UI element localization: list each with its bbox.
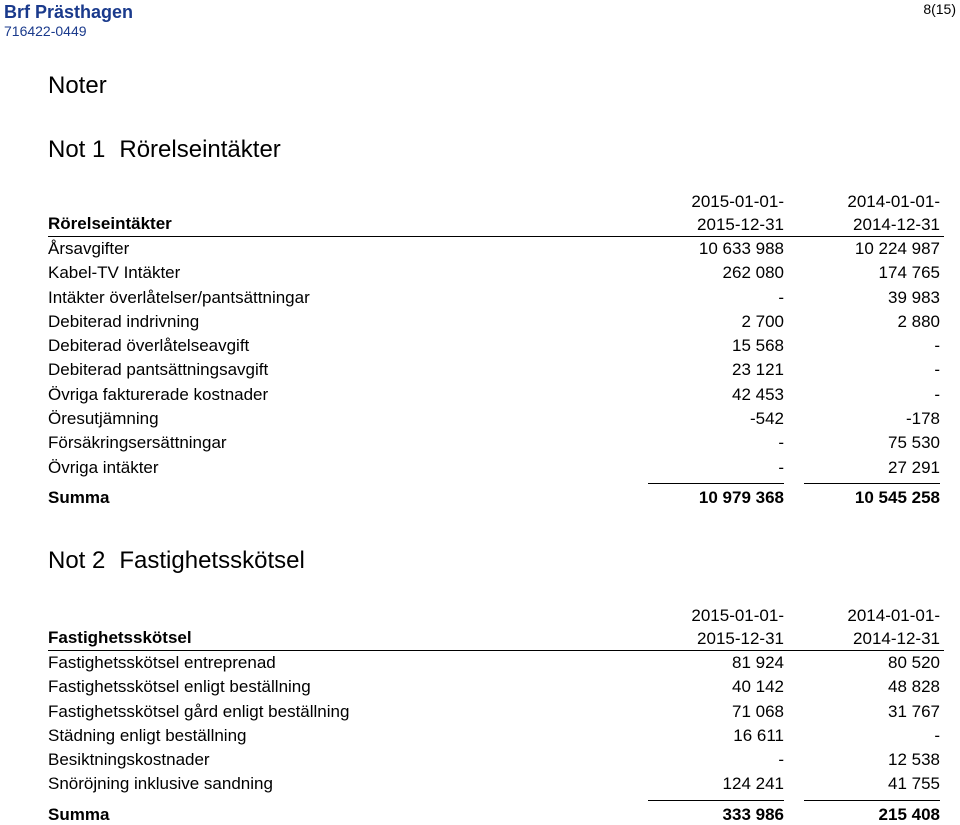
row-label: Öresutjämning (48, 409, 159, 429)
table-row (48, 772, 944, 796)
row-label: Fastighetsskötsel gård enligt beställning (48, 701, 350, 721)
row-value-2014: - (934, 384, 940, 404)
row-label: Städning enligt beställning (48, 725, 247, 745)
page-title: Noter (48, 72, 107, 99)
table-row (48, 310, 944, 334)
note1-table (48, 190, 944, 512)
row-value-2015: 23 121 (732, 360, 784, 380)
table-row (48, 724, 944, 748)
note2-heading (48, 547, 305, 575)
row-value-2015: - (778, 750, 784, 770)
row-value-2014: 41 755 (888, 774, 940, 794)
note2-title: Fastighetsskötsel (119, 547, 305, 574)
row-value-2015: 42 453 (732, 384, 784, 404)
sum-value-2015: 333 986 (722, 804, 784, 824)
table-row (48, 675, 944, 699)
table-row (48, 334, 944, 358)
row-value-2014: 12 538 (888, 750, 940, 770)
row-value-2014: -178 (905, 409, 940, 429)
note1-col1-to: 2015-12-31 (697, 215, 784, 234)
note2-number: Not 2 (48, 547, 106, 574)
sum-label: Summa (48, 487, 110, 507)
sum-label: Summa (48, 804, 110, 824)
table-row (48, 261, 944, 285)
table-row (48, 431, 944, 455)
note1-col2-from: 2014-01-01- (847, 192, 940, 211)
note1-col2-header (800, 190, 940, 236)
row-label: Debiterad indrivning (48, 311, 200, 331)
table-row (48, 383, 944, 407)
row-value-2014: 39 983 (888, 287, 940, 307)
row-label: Övriga intäkter (48, 457, 159, 477)
row-label: Intäkter överlåtelser/pantsättningar (48, 287, 310, 307)
table-row (48, 456, 944, 480)
row-label: Snöröjning inklusive sandning (48, 774, 273, 794)
note2-table (48, 604, 944, 825)
row-value-2015: -542 (749, 409, 784, 429)
table-row (48, 407, 944, 431)
row-value-2014: 31 767 (888, 701, 940, 721)
note1-title: Rörelseintäkter (119, 136, 281, 163)
row-label: Fastighetsskötsel enligt beställning (48, 677, 311, 697)
row-value-2015: 16 611 (733, 725, 784, 745)
row-label: Debiterad överlåtelseavgift (48, 336, 250, 356)
note2-table-header (48, 604, 944, 650)
row-value-2014: 10 224 987 (854, 239, 940, 258)
note1-rows (48, 236, 944, 480)
row-label: Kabel-TV Intäkter (48, 263, 181, 283)
row-value-2015: 40 142 (732, 677, 784, 697)
row-value-2015: - (778, 457, 784, 477)
note2-col2-from: 2014-01-01- (847, 606, 940, 625)
row-value-2014: 80 520 (888, 653, 940, 672)
org-number: 716422-0449 (4, 23, 87, 39)
note2-table-label: Fastighetsskötsel (48, 628, 192, 647)
row-value-2014: 174 765 (878, 263, 940, 283)
row-label: Årsavgifter (48, 239, 130, 258)
row-label: Debiterad pantsättningsavgift (48, 360, 269, 380)
row-label: Försäkringsersättningar (48, 433, 227, 453)
note1-col2-to: 2014-12-31 (853, 215, 940, 234)
sum-value-2014: 10 545 258 (854, 487, 940, 507)
note2-sum-row (48, 801, 944, 825)
note2-col1-header (644, 604, 784, 650)
row-value-2015: - (778, 433, 784, 453)
org-name: Brf Prästhagen (4, 2, 134, 22)
note1-table-header (48, 190, 944, 236)
note1-col1-header (644, 190, 784, 236)
row-label: Övriga fakturerade kostnader (48, 384, 269, 404)
row-value-2014: - (934, 725, 940, 745)
note2-col1-from: 2015-01-01- (691, 606, 784, 625)
row-value-2015: 10 633 988 (698, 239, 784, 258)
table-row (48, 748, 944, 772)
row-value-2014: 2 880 (897, 311, 940, 331)
row-value-2014: - (934, 336, 940, 356)
row-value-2014: 48 828 (888, 677, 940, 697)
table-row (48, 651, 944, 675)
note1-sum-row (48, 484, 944, 512)
table-row (48, 237, 944, 261)
note1-number: Not 1 (48, 136, 106, 163)
note2-col1-to: 2015-12-31 (697, 629, 784, 648)
note2-rows (48, 650, 944, 797)
table-row (48, 286, 944, 310)
row-value-2015: 71 068 (732, 701, 784, 721)
row-value-2015: 124 241 (722, 774, 784, 794)
note1-col1-from: 2015-01-01- (691, 192, 784, 211)
note1-heading (48, 136, 281, 164)
sum-value-2015: 10 979 368 (698, 487, 784, 507)
row-label: Besiktningskostnader (48, 750, 210, 770)
row-value-2015: 15 568 (732, 336, 784, 356)
row-label: Fastighetsskötsel entreprenad (48, 653, 276, 672)
table-row (48, 700, 944, 724)
row-value-2015: 262 080 (722, 263, 784, 283)
row-value-2014: 27 291 (888, 457, 940, 477)
table-row (48, 358, 944, 382)
page-number: 8(15) (923, 1, 956, 17)
sum-value-2014: 215 408 (878, 804, 940, 824)
row-value-2015: - (778, 287, 784, 307)
note2-col2-header (800, 604, 940, 650)
row-value-2014: - (934, 360, 940, 380)
row-value-2015: 2 700 (741, 311, 784, 331)
row-value-2014: 75 530 (888, 433, 940, 453)
note1-table-label: Rörelseintäkter (48, 214, 172, 233)
note2-col2-to: 2014-12-31 (853, 629, 940, 648)
row-value-2015: 81 924 (732, 653, 784, 672)
